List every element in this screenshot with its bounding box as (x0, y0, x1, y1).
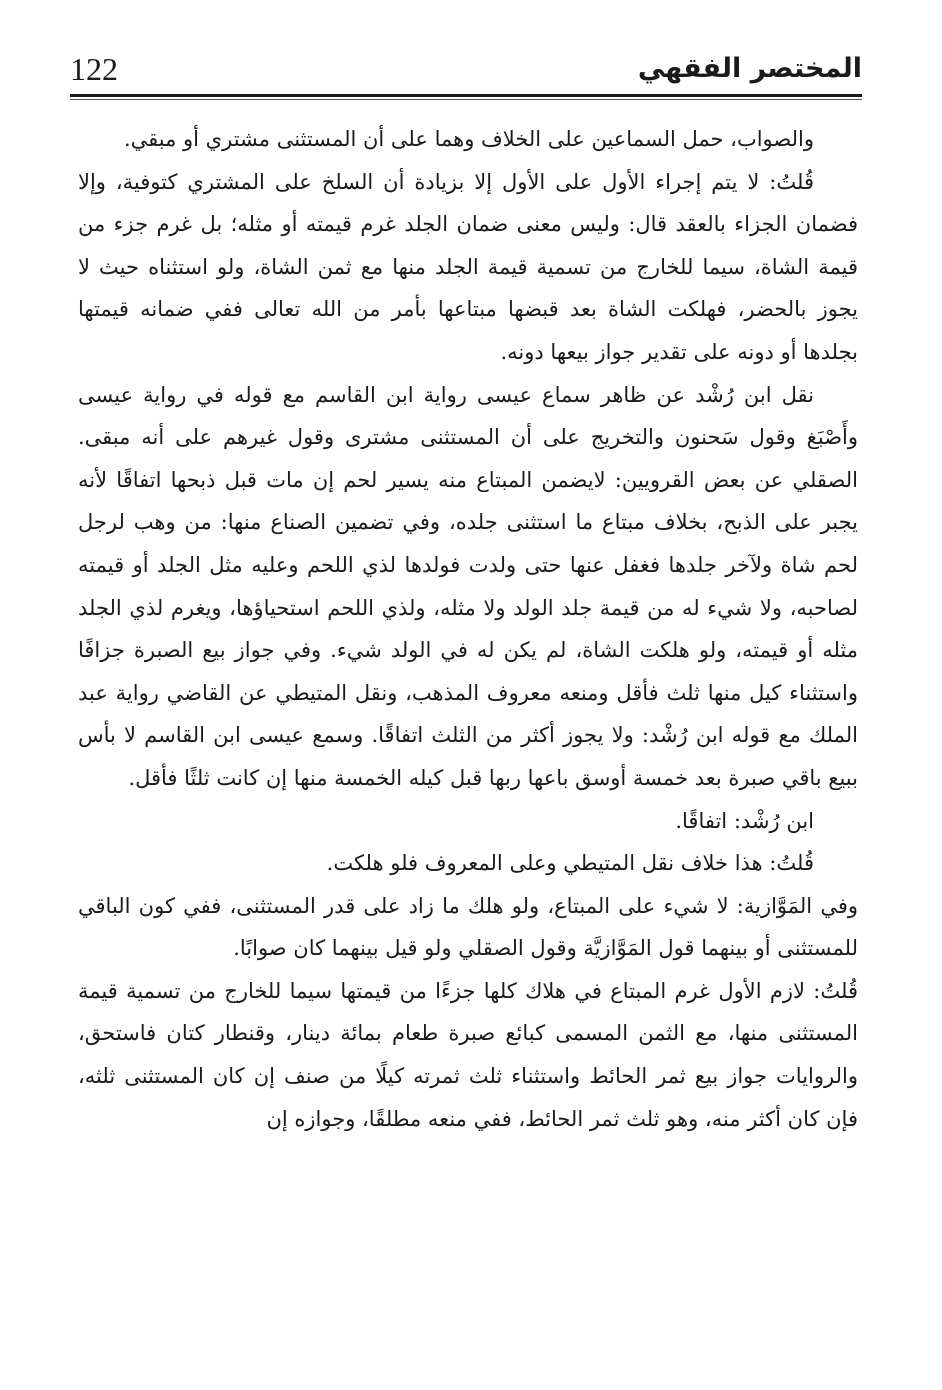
paragraph: نقل ابن رُشْد عن ظاهر سماع عيسى رواية ابن القاسم مع قوله في رواية عيسى وأَصْبَغ وقول سَحنون والتخريج على أن المستثنى مشترى وقول غيرهم على أنه مبقى. الصقلي عن بعض القرويين: لايضمن المبتاع منه يسير لحم إن مات قبل ذبحها اتفاقًا لأنه يجبر على الذبح، بخلاف مبتاع ما استثنى جلده، وفي تضمين الصناع منها: من وهب لرجل لحم شاة ولآخر جلدها فغفل عنها حتى ولدت فولدها لذي اللحم وعليه مثل الجلد أو قيمته لصاحبه، ولا شيء له من قيمة جلد الولد ولا مثله، ولذي اللحم استحياؤها، ويغرم لذي الجلد مثله أو قيمته، ولو هلكت الشاة، لم يكن له في الولد شيء. وفي جواز بيع الصبرة جزافًا واستثناء كيل منها ثلث فأقل ومنعه معروف المذهب، ونقل المتيطي عن القاضي رواية عبد الملك مع قوله ابن رُشْد: ولا يجوز أكثر من الثلث اتفاقًا. وسمع عيسى ابن القاسم لا بأس ببيع باقي صبرة بعد خمسة أوسق باعها ربها قبل كيله الخمسة منها إن كانت ثلثًا فأقل. (78, 382, 858, 790)
paragraph: قُلتُ: لا يتم إجراء الأول على الأول إلا بزيادة أن السلخ على المشتري كتوفية، وإلا فضمان الجزاء بالعقد قال: وليس معنى ضمان الجلد غرم قيمته أو مثله؛ بل غرم جزء من قيمة الشاة، سيما للخارج من تسمية قيمة الجلد منها مع ثمن الشاة، ولو استثناه حيث لا يجوز بالحضر، فهلكت الشاة بعد قبضها مبتاعها بأمر من الله تعالى ففي ضمانه قيمتها بجلدها أو دونه على تقدير جواز بيعها دونه. (78, 169, 858, 364)
paragraph: والصواب، حمل السماعين على الخلاف وهما على أن المستثنى مشتري أو مبقي. (123, 127, 814, 151)
page-header (70, 48, 862, 94)
paragraph: قُلتُ: لازم الأول غرم المبتاع في هلاك كلها جزءًا من قيمتها سيما للخارج من تسمية قيمة المستثنى منها، مع الثمن المسمى كبائع صبرة طعام بمائة دينار، وقنطار كتان فاستحق، والروايات جواز بيع ثمر الحائط واستثناء ثلث ثمرته كيلًا من صنف إن كان المستثنى ثلثه، فإن كان أكثر منه، وهو ثلث ثمر الحائط، ففي منعه مطلقًا، وجوازه إن (78, 978, 858, 1131)
header-rule-thin (70, 99, 862, 100)
header-rule (70, 94, 862, 97)
page-number: 122 (70, 51, 118, 87)
paragraph: ابن رُشْد: اتفاقًا. (675, 808, 814, 833)
paragraph: وفي المَوَّازية: لا شيء على المبتاع، ولو هلك ما زاد على قدر المستثنى، ففي كون الباقي للمستثنى أو بينهما قول المَوَّازيَّة وقول الصقلي ولو قيل بينهما كان صوابًا. (78, 893, 858, 961)
paragraph: قُلتُ: هذا خلاف نقل المتيطي وعلى المعروف فلو هلكت. (326, 851, 814, 876)
body-text (78, 118, 858, 1140)
running-title: المختصر الفقهي (637, 53, 862, 84)
